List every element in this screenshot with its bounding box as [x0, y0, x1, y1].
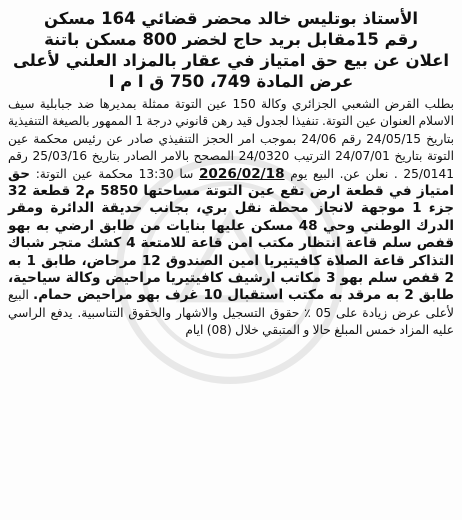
- headline-line-2: رقم 15مقابل بريد حاج لخضر 800 مسكن باتنة: [44, 30, 418, 49]
- headline-line-3: اعلان عن بيع حق امتياز في عقار بالمزاد العلني لأعلى: [12, 51, 450, 70]
- headline-line-4: عرض المادة 749، 750 ق ا م ا: [108, 72, 354, 91]
- notice-headline: [8, 8, 454, 92]
- notice-body: [8, 96, 454, 340]
- property-description: حق امتياز في قطعة ارض تقع عين التوتة مساحتها 5850 م2 قطعة 32 جزء 1 موجهة لانجاز محطة نقل بري، بجانب حديقة الدائرة ومقر الدرك الوطني وحي 48 مسكن عليها بنايات من طابق ارضي به بهو قفص سلم قاعة انتظار مكتب امن قاعة للامتعة 4 كشك متجر شباك التذاكر قاعة الصلاة كافيتيريا امين الصندوق 12 مرحاض، طابق 1 به 2 قفص سلم بهو 3 مكاتب ارشيف كافيتيريا مراحيض وكالة سياحية، طابق 2 به مرقد به مكتب استقبال 10 غرف بهو مراحيض حمام.: [8, 165, 455, 304]
- sale-terms: البيع لأعلى عرض زيادة على 05 ٪ حقوق التسجيل والاشهار والحقوق التناسبية. يدفع الراسي عليه المزاد خمس المبلغ حالا و المتبقي خلال (08) ايام: [8, 288, 454, 338]
- headline-line-1: الأستاذ بوتليس خالد محضر قضائي 164 مسكن: [43, 9, 419, 28]
- body-court: سا 13:30 محكمة عين التوتة:: [35, 166, 194, 181]
- sale-date: 2026/02/18: [198, 165, 285, 182]
- body-intro: بطلب القرض الشعبي الجزائري وكالة 150 عين التوتة ممثلة بمديرها ضد جبابلية سيف الاسلام العنوان عين التوتة. تنفيذا لجدول قيد رهن قانوني درجة 1 الممهور بالصيغة التنفيذية بتاريخ 24/05/15 رقم 24/06 بموجب امر الحجز التنفيذي صادر عن رئيس محكمة عين التوتة بتاريخ 24/07/01 الترتيب 24/0320 المصحح بالامر الصادر بتاريخ 25/03/16 رقم 25/0141 . نعلن عن. البيع يوم: [8, 97, 455, 181]
